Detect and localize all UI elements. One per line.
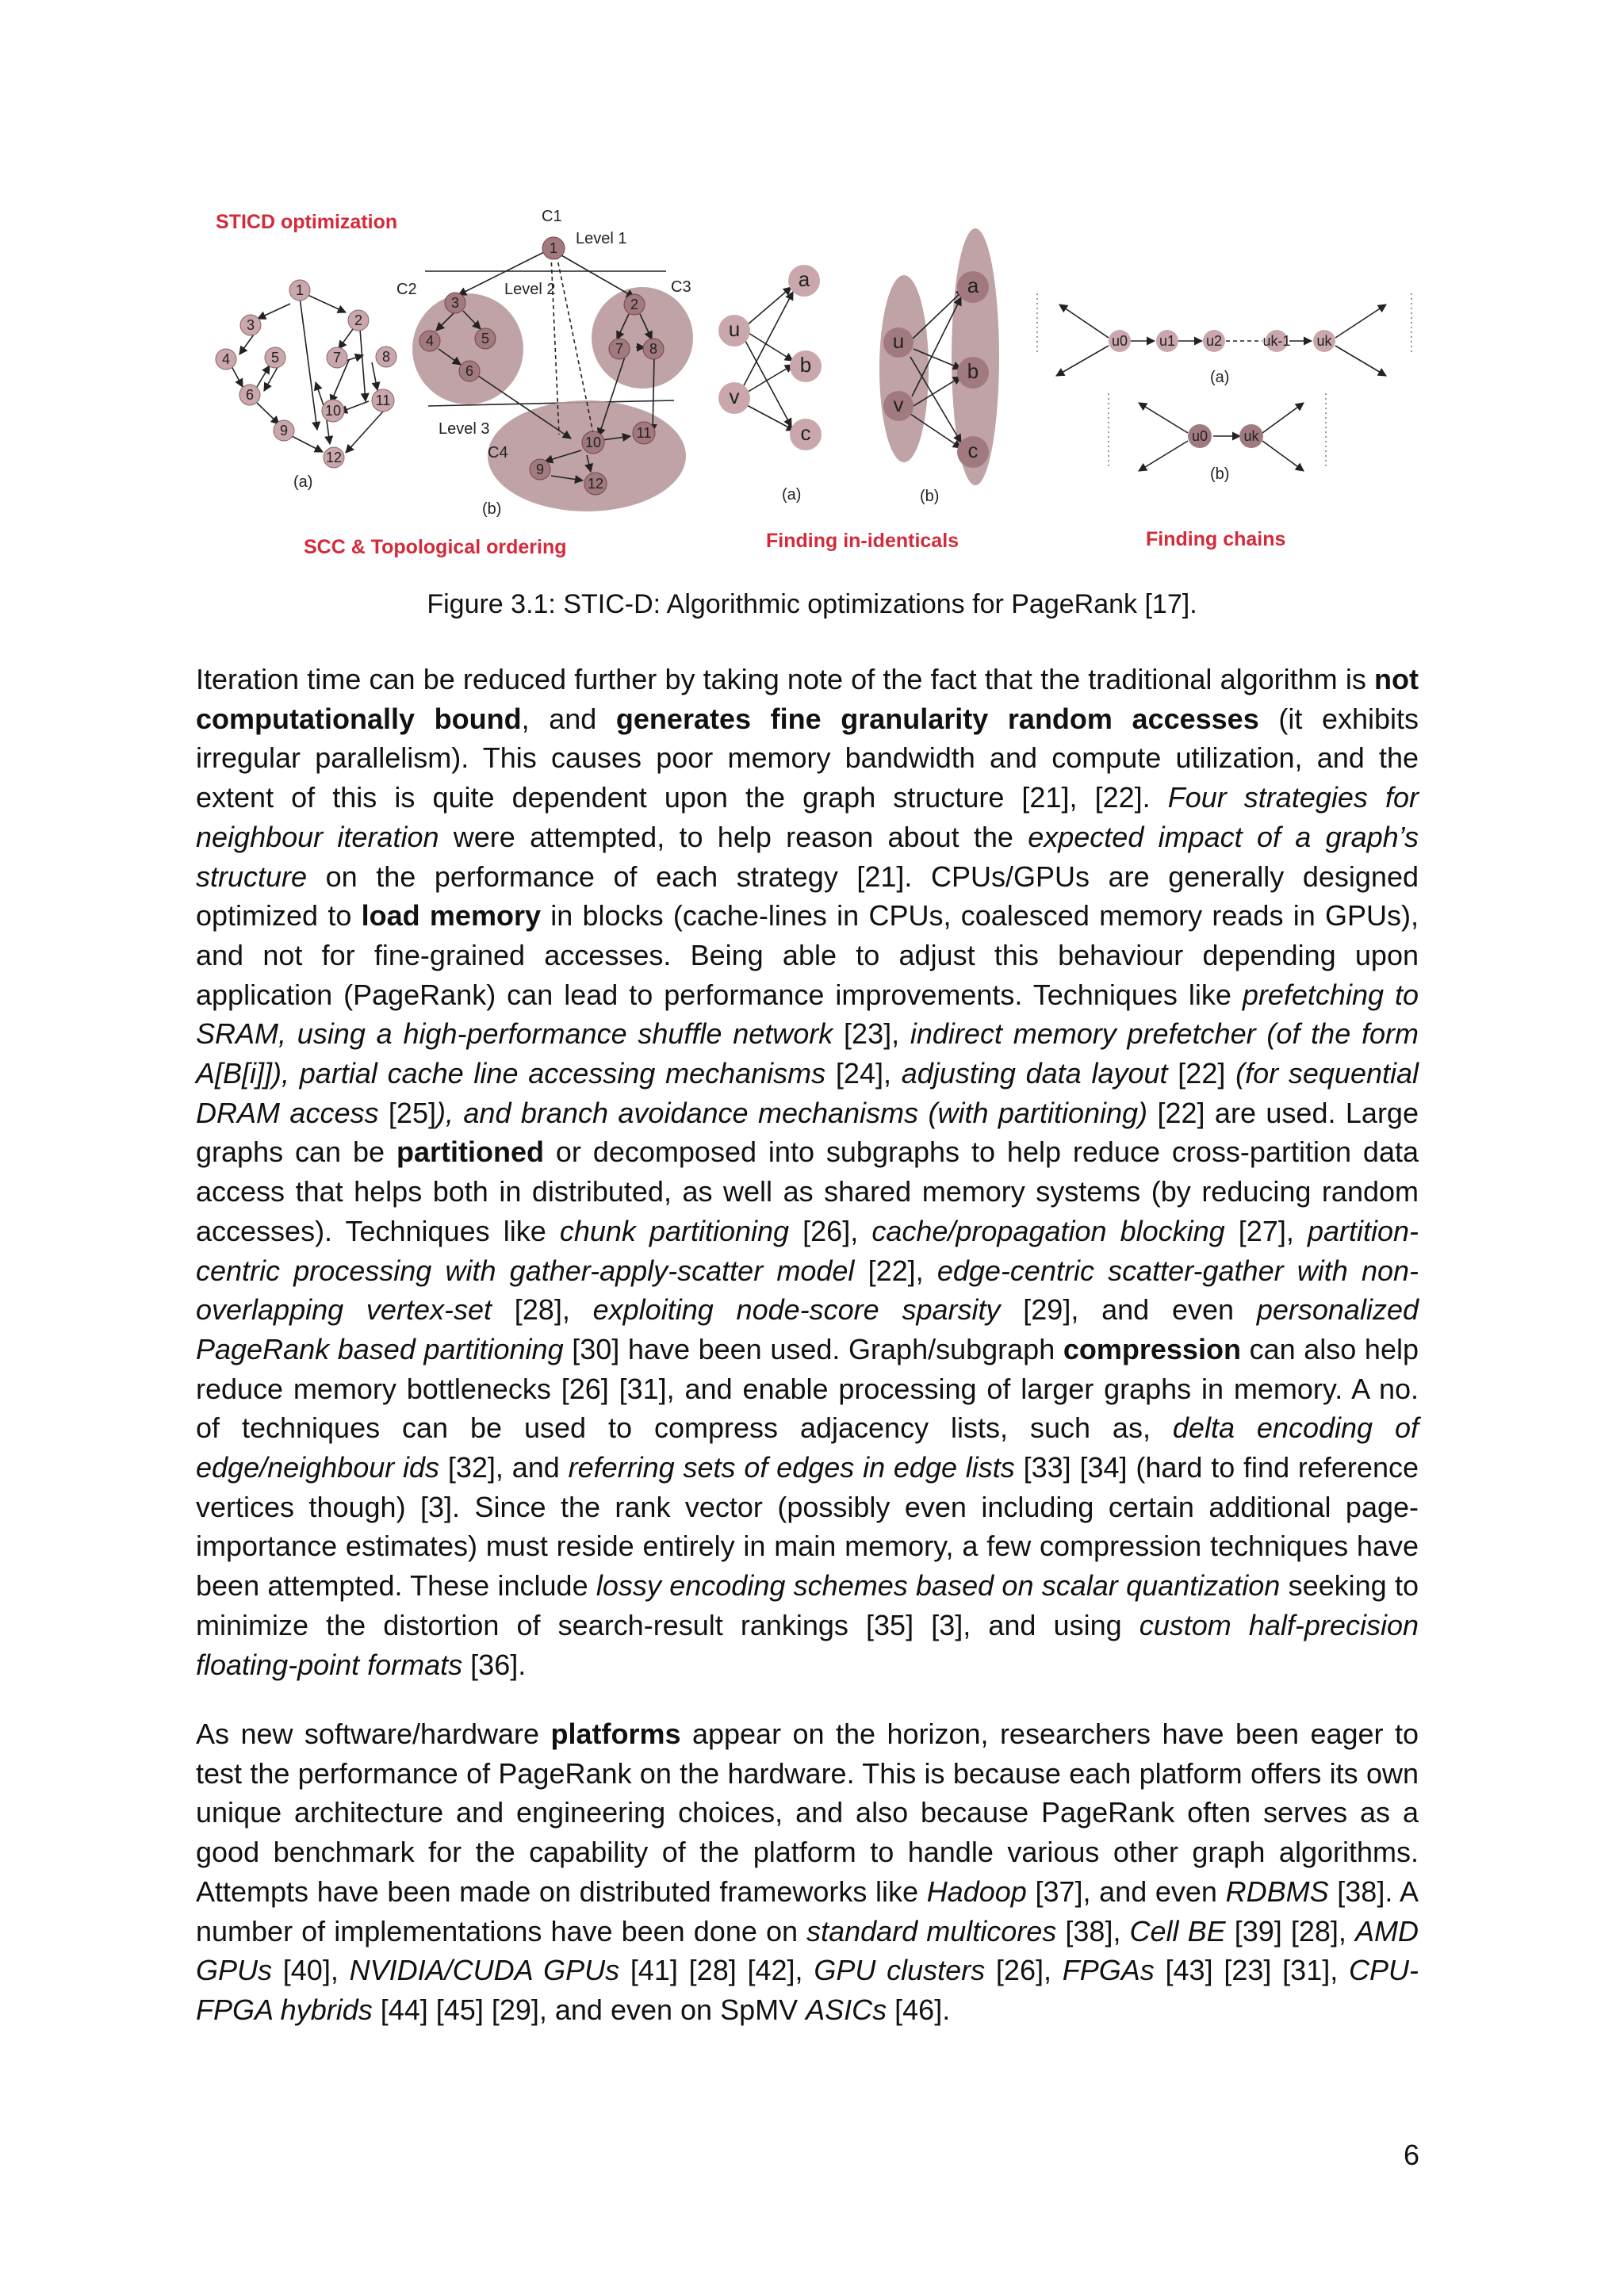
text-run: [28], bbox=[491, 1293, 593, 1327]
chains-b bbox=[1109, 393, 1326, 483]
node-u: u bbox=[728, 317, 741, 341]
italic-run: personalized PageRank based partitioning bbox=[196, 1293, 1419, 1365]
node-11: 11 bbox=[375, 393, 391, 408]
bold-run: generates fine granularity random accesses bbox=[615, 702, 1259, 735]
node-8: 8 bbox=[381, 349, 391, 365]
italic-run: GPU clusters bbox=[814, 1954, 986, 1987]
italic-run: referring sets of edges in edge lists bbox=[568, 1451, 1015, 1484]
text-run: [36]. bbox=[462, 1648, 527, 1681]
node-a: a bbox=[798, 267, 810, 291]
scc-graph-a bbox=[216, 280, 396, 491]
in-identicals-title: Finding in-identicals bbox=[766, 530, 959, 552]
node-3: 3 bbox=[246, 317, 255, 333]
italic-run: lossy encoding schemes based on scalar quantization bbox=[596, 1569, 1281, 1603]
text-run: [30] have been used. Graph/subgraph bbox=[563, 1332, 1063, 1365]
label-c3: C3 bbox=[671, 278, 691, 296]
identicals-sub-b: (b) bbox=[920, 488, 940, 505]
italic-run: chunk partitioning bbox=[559, 1214, 790, 1247]
italic-run: Hadoop bbox=[926, 1875, 1027, 1908]
text-run: [22], bbox=[854, 1254, 937, 1287]
label-c1: C1 bbox=[542, 208, 562, 225]
node-v: v bbox=[729, 385, 740, 408]
chains-a bbox=[1037, 293, 1411, 386]
page-number: 6 bbox=[1403, 2139, 1419, 2171]
italic-run: standard multicores bbox=[806, 1914, 1057, 1947]
text-run: [44] [45] [29], and even on SpMV bbox=[372, 1993, 806, 2026]
text-run: [43] [23] [31], bbox=[1154, 1954, 1349, 1987]
node-v-b: v bbox=[893, 393, 904, 416]
text-run: [27], bbox=[1224, 1214, 1308, 1247]
scc-graph-b bbox=[396, 208, 693, 518]
italic-run: ASICs bbox=[806, 1993, 887, 2026]
node-b-5: 5 bbox=[481, 331, 490, 347]
node-7: 7 bbox=[332, 350, 342, 366]
node-4: 4 bbox=[221, 351, 231, 367]
chains-sub-a: (a) bbox=[1210, 369, 1230, 386]
italic-run: RDBMS bbox=[1225, 1875, 1329, 1908]
node-b-3: 3 bbox=[450, 295, 460, 311]
node-b-11: 11 bbox=[636, 425, 652, 441]
node-u0: u0 bbox=[1111, 333, 1128, 349]
italic-run: AMD GPUs bbox=[196, 1914, 1419, 1987]
text-run: [26], bbox=[789, 1214, 872, 1247]
node-u1: u1 bbox=[1159, 333, 1176, 349]
italic-run: custom half-precision floating-point formats bbox=[196, 1608, 1419, 1681]
italic-run: (for sequential DRAM access bbox=[196, 1057, 1419, 1129]
italic-run: partition-centric processing with gather-apply-scatter model bbox=[196, 1214, 1419, 1287]
node-12: 12 bbox=[325, 450, 343, 465]
paragraph-optimizations bbox=[196, 660, 1419, 1684]
node-u0-b: u0 bbox=[1191, 428, 1208, 444]
text-run: [38]. A number of implementations have been done on bbox=[196, 1875, 1419, 1947]
italic-run: delta encoding of edge/neighbour ids bbox=[196, 1411, 1419, 1484]
text-run: As new software/hardware bbox=[196, 1718, 551, 1750]
node-u2: u2 bbox=[1205, 333, 1223, 349]
text-run: [26], bbox=[985, 1954, 1063, 1987]
scc-sub-b: (b) bbox=[482, 500, 502, 518]
node-9: 9 bbox=[279, 423, 289, 439]
bold-run: compression bbox=[1063, 1332, 1241, 1365]
bold-run: platforms bbox=[550, 1718, 681, 1750]
text-run: [33] [34] (hard to find reference vertices though) [3]. Since the rank vector (possibly even including certain additional page-importance estimates) must reside entirely in main memory, a few compression techniques have been attempted. These include bbox=[196, 1451, 1419, 1603]
text-run: [29], and even bbox=[1000, 1293, 1257, 1327]
node-b-8: 8 bbox=[649, 341, 658, 357]
italic-run: prefetching to SRAM, using a high-performance shuffle network bbox=[196, 978, 1419, 1051]
italic-run: Cell BE bbox=[1129, 1914, 1226, 1947]
node-uk-1: uk-1 bbox=[1262, 333, 1291, 349]
label-c2: C2 bbox=[396, 281, 417, 298]
text-run: in blocks (cache-lines in CPUs, coalesced memory reads in GPUs), and not for fine-grained accesses. Being able to adjust this behaviour depending upon application (PageRank) can lead to performance improvements. Techniques like bbox=[196, 899, 1419, 1011]
text-run: [38], bbox=[1056, 1914, 1130, 1947]
text-run: were attempted, to help reason about the bbox=[439, 820, 1028, 853]
italic-run: ), and branch avoidance mechanisms (with partitioning) bbox=[435, 1096, 1148, 1129]
in-identicals-b bbox=[879, 228, 999, 505]
text-run: (it exhibits irregular parallelism). This causes poor memory bandwidth and compute utilization, and the extent of this is quite dependent upon the graph structure [21], [22]. bbox=[196, 702, 1419, 814]
chains-title: Finding chains bbox=[1146, 528, 1286, 550]
node-b-6: 6 bbox=[465, 363, 474, 379]
italic-run: Four strategies for neighbour iteration bbox=[196, 781, 1419, 853]
node-b-12: 12 bbox=[587, 476, 604, 492]
text-run: [22] are used. Large graphs can be bbox=[196, 1096, 1419, 1169]
node-c-b: c bbox=[967, 439, 979, 462]
text-run: seeking to minimize the distortion of search-result rankings [35] [3], and using bbox=[196, 1569, 1419, 1641]
text-run: can also help reduce memory bottlenecks [26] [31], and enable processing of larger graphs in memory. A no. of techniques can be used to compress adjacency lists, such as, bbox=[196, 1332, 1419, 1445]
text-run: [25] bbox=[378, 1096, 436, 1129]
node-u-b: u bbox=[892, 329, 905, 353]
text-run: [40], bbox=[272, 1954, 350, 1987]
text-run: Iteration time can be reduced further by taking note of the fact that the traditional algorithm is bbox=[196, 663, 1375, 695]
italic-run: NVIDIA/CUDA GPUs bbox=[349, 1954, 620, 1987]
chains-sub-b: (b) bbox=[1210, 465, 1230, 483]
italic-run: cache/propagation blocking bbox=[871, 1214, 1225, 1247]
node-b-4: 4 bbox=[425, 333, 435, 349]
bold-run: not computationally bound bbox=[196, 663, 1419, 735]
node-10: 10 bbox=[324, 403, 342, 419]
text-run: [22] bbox=[1167, 1057, 1236, 1090]
node-b-10: 10 bbox=[584, 435, 602, 450]
node-6: 6 bbox=[245, 387, 255, 403]
italic-run: CPU-FPGA hybrids bbox=[196, 1954, 1419, 2026]
bold-run: partitioned bbox=[396, 1136, 544, 1169]
text-run: [23], bbox=[833, 1017, 910, 1051]
text-run: [24], bbox=[825, 1057, 902, 1090]
node-1: 1 bbox=[295, 282, 304, 298]
italic-run: indirect memory prefetcher (of the form A[B[i]]), partial cache line accessing mechanisms bbox=[196, 1017, 1419, 1090]
figure-3-1 bbox=[190, 198, 1434, 579]
node-a-b: a bbox=[967, 274, 979, 297]
label-level2: Level 2 bbox=[504, 281, 556, 298]
italic-run: FPGAs bbox=[1062, 1954, 1155, 1987]
figure-caption: Figure 3.1: STIC-D: Algorithmic optimizations for PageRank [17]. bbox=[427, 589, 1197, 619]
in-identicals-a bbox=[718, 265, 822, 504]
node-c: c bbox=[800, 421, 811, 445]
italic-run: expected impact of a graph’s structure bbox=[196, 820, 1419, 893]
scc-sub-a: (a) bbox=[293, 473, 313, 491]
label-level1: Level 1 bbox=[576, 230, 627, 247]
text-run: [32], and bbox=[439, 1451, 569, 1484]
node-5: 5 bbox=[270, 350, 280, 366]
bold-run: load memory bbox=[361, 899, 541, 933]
text-run: on the performance of each strategy [21]. CPUs/GPUs are generally designed optimized to bbox=[196, 860, 1419, 933]
node-2: 2 bbox=[354, 312, 363, 328]
node-b-b: b bbox=[967, 359, 979, 383]
node-uk: uk bbox=[1316, 333, 1332, 349]
label-c4: C4 bbox=[488, 444, 508, 461]
italic-run: exploiting node-score sparsity bbox=[592, 1293, 1001, 1327]
node-b: b bbox=[799, 353, 812, 377]
italic-run: adjusting data layout bbox=[901, 1057, 1168, 1090]
node-b-2: 2 bbox=[630, 297, 639, 312]
identicals-sub-a: (a) bbox=[782, 486, 802, 504]
text-run: appear on the horizon, researchers have been eager to test the performance of PageRank on the hardware. This is because each platform offers its own unique architecture and engineering choices, and also because PageRank often serves as a good benchmark for the capability of the platform to handle various other graph algorithms. Attempts have been made on distributed frameworks like bbox=[196, 1718, 1419, 1908]
text-run: , and bbox=[521, 702, 616, 735]
italic-run: edge-centric scatter-gather with non-overlapping vertex-set bbox=[196, 1254, 1419, 1327]
text-run: [41] [28] [42], bbox=[619, 1954, 814, 1987]
node-uk-b: uk bbox=[1243, 428, 1259, 444]
opt-title: STICD optimization bbox=[216, 211, 398, 233]
stic-d-diagram bbox=[190, 198, 1434, 579]
node-b-1: 1 bbox=[549, 240, 558, 256]
text-run: [37], and even bbox=[1026, 1875, 1226, 1908]
paragraph-platforms bbox=[196, 1714, 1419, 2030]
scc-title: SCC & Topological ordering bbox=[304, 536, 567, 558]
text-run: [46]. bbox=[887, 1993, 951, 2026]
text-run: [39] [28], bbox=[1225, 1914, 1355, 1947]
node-b-7: 7 bbox=[615, 341, 624, 357]
text-run: or decomposed into subgraphs to help reduce cross-partition data access that helps both in distributed, as well as shared memory systems (by reducing random accesses). Techniques like bbox=[196, 1136, 1419, 1247]
label-level3: Level 3 bbox=[439, 420, 490, 438]
node-b-9: 9 bbox=[535, 461, 545, 477]
